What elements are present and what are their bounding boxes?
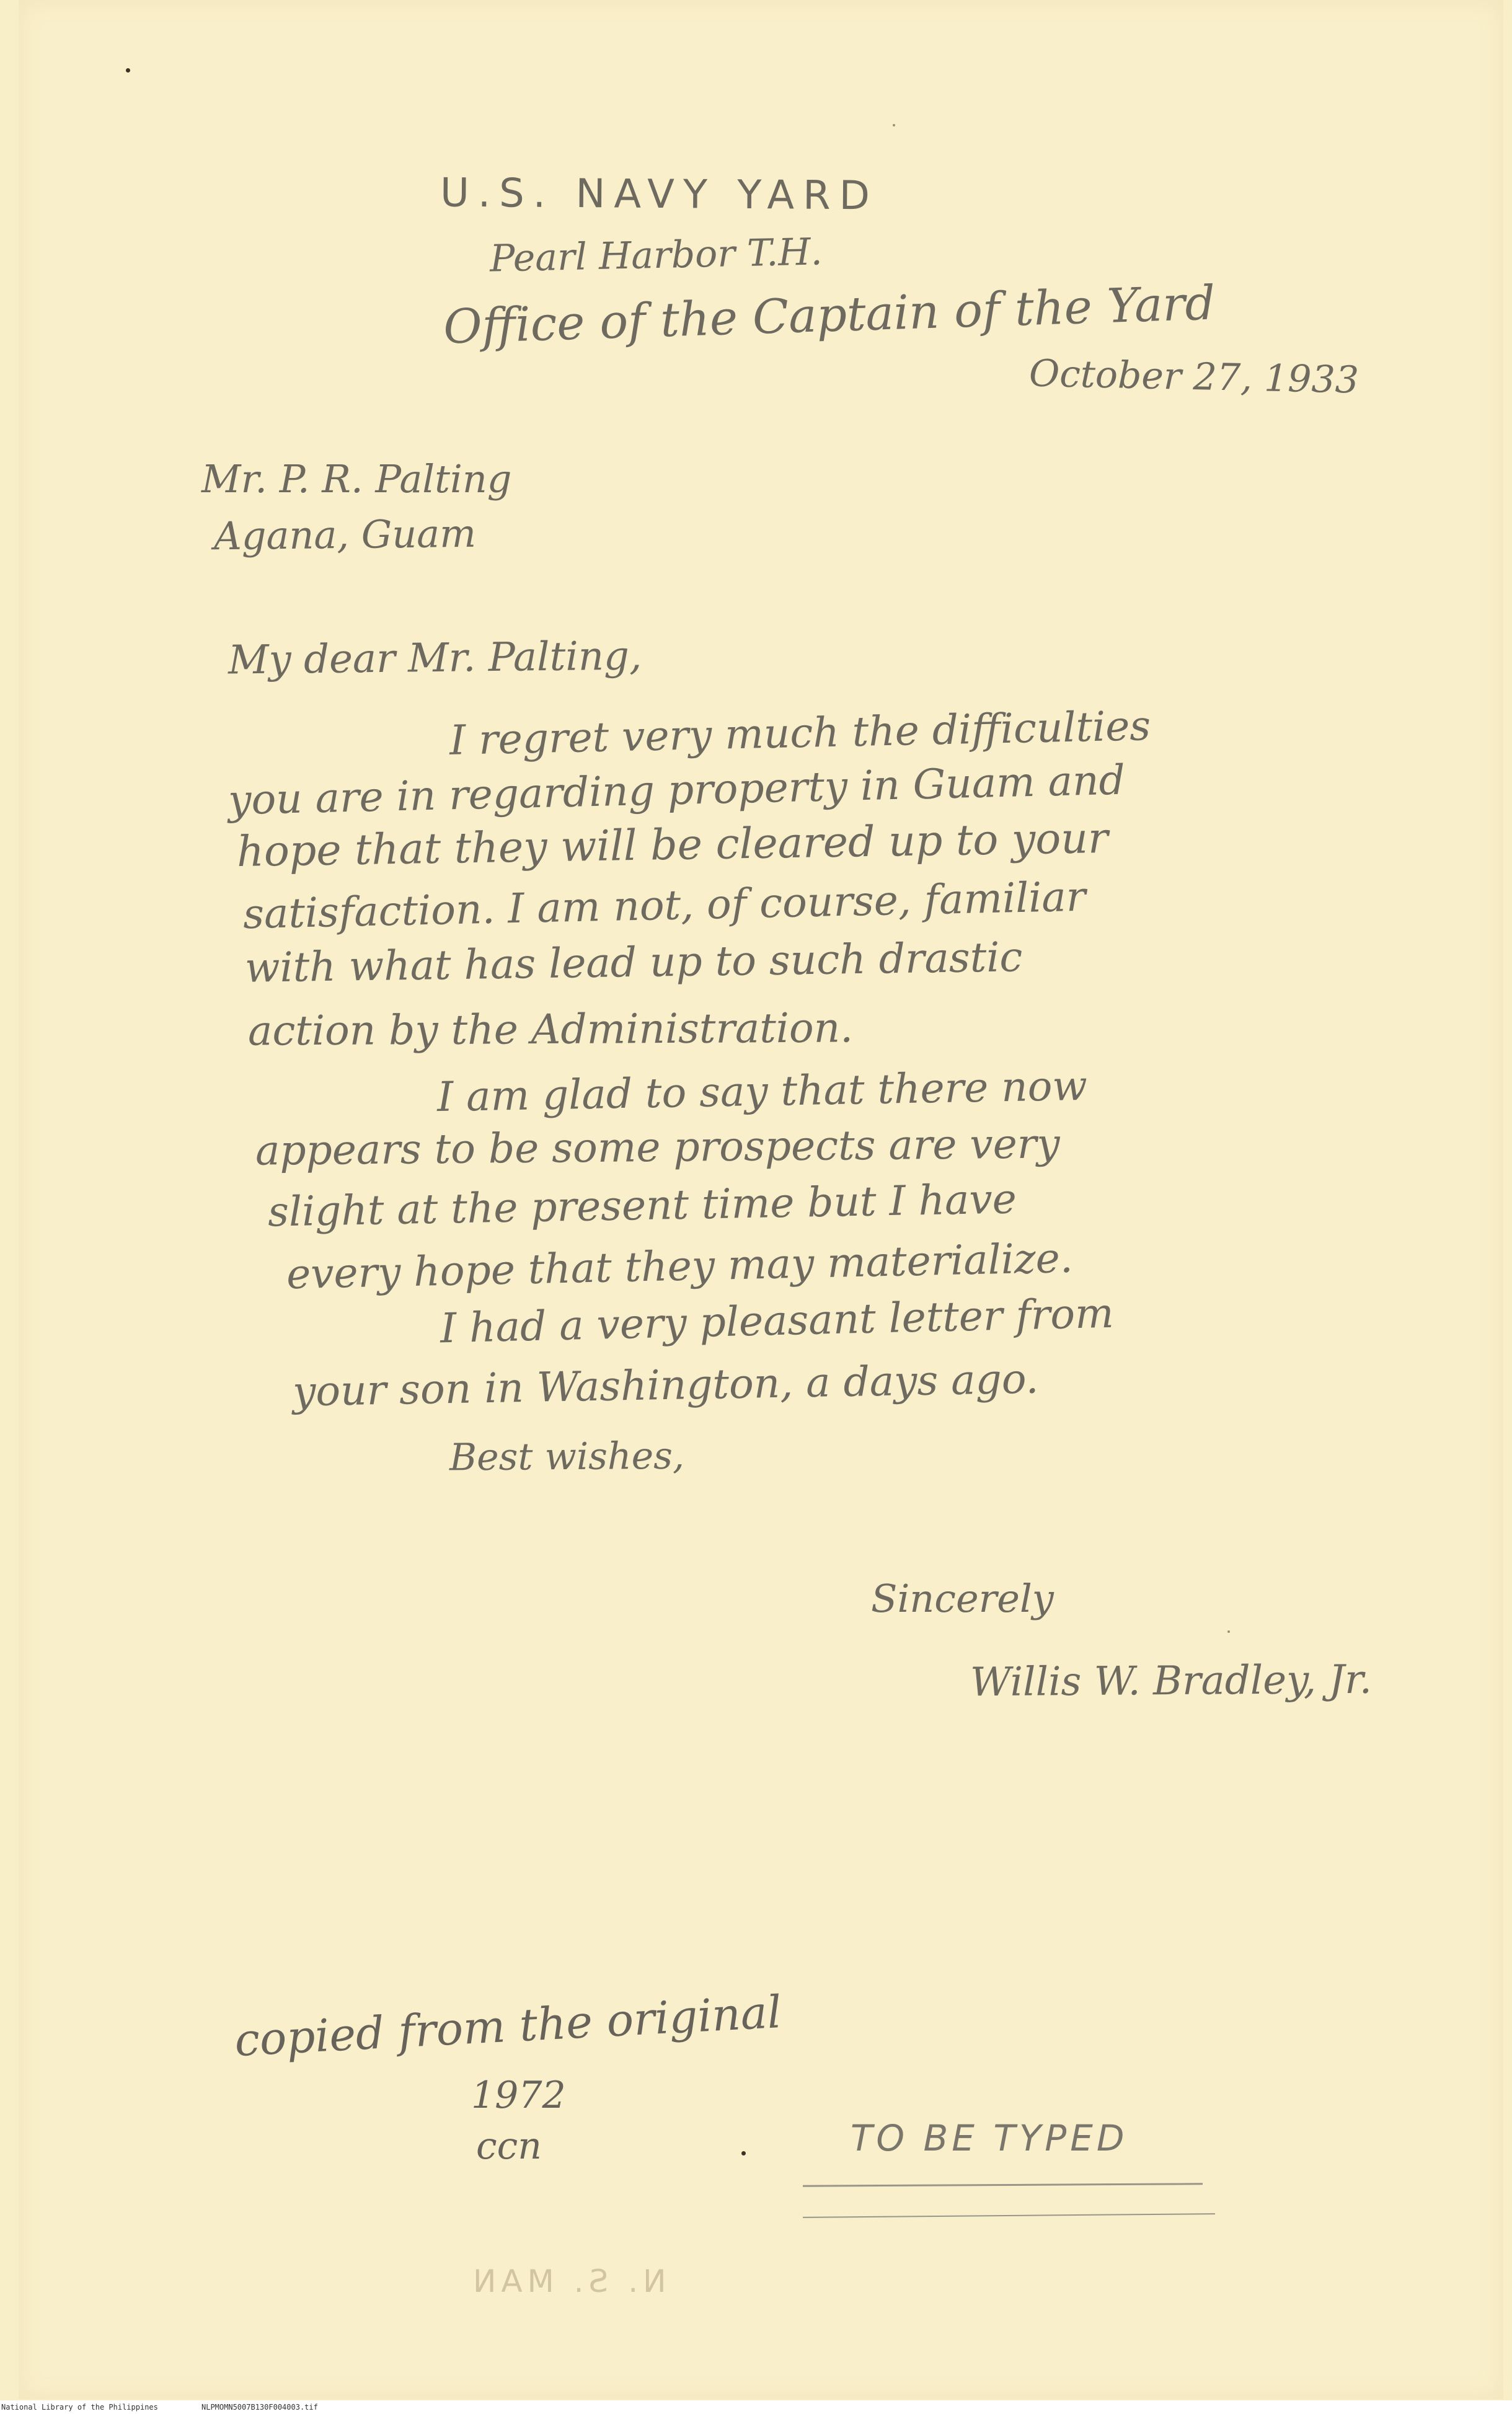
paper-speck [126, 68, 130, 73]
paper-speck [893, 124, 895, 126]
paper-speck [1227, 1630, 1230, 1633]
to-be-typed-note: TO BE TYPED [851, 2117, 1128, 2159]
scan-footer [0, 2400, 1512, 2414]
recipient-name: Mr. P. R. Palting [201, 456, 512, 502]
letter-date: October 27, 1933 [1028, 351, 1359, 402]
body-line: I had a very pleasant letter from [440, 1289, 1115, 1353]
body-line: you are in regarding property in Guam and [228, 756, 1126, 825]
body-line: action by the Administration. [247, 1004, 854, 1055]
copied-year: 1972 [471, 2074, 566, 2117]
body-line: your son in Washington, a days ago. [292, 1355, 1039, 1416]
footer-library: National Library of the Philippines [1, 2403, 158, 2412]
letterhead-org: U.S. NAVY YARD [440, 170, 879, 219]
ink-dot [741, 2151, 746, 2155]
body-line: satisfaction. I am not, of course, familiar [242, 872, 1087, 939]
body-line: with what has lead up to such drastic [244, 933, 1023, 992]
closing: Sincerely [871, 1576, 1054, 1621]
footer-file-id: NLPMOMN5007B130F004003.tif [201, 2403, 318, 2412]
letterhead-location: Pearl Harbor T.H. [489, 230, 823, 281]
salutation: My dear Mr. Palting, [228, 633, 642, 684]
body-line: I am glad to say that there now [436, 1061, 1088, 1121]
body-line: Best wishes, [449, 1434, 685, 1480]
body-line: I regret very much the difficulties [449, 702, 1151, 764]
copied-note: copied from the original [233, 1985, 783, 2067]
body-line: slight at the present time but I have [267, 1175, 1017, 1236]
body-line: every hope that they may materialize. [286, 1234, 1074, 1299]
signature: Willis W. Bradley, Jr. [970, 1656, 1373, 1706]
faded-mark: N. S. MAN [468, 2263, 666, 2299]
recipient-address: Agana, Guam [213, 510, 477, 559]
body-line: hope that they will be cleared up to your [236, 813, 1109, 877]
letterhead-office: Office of the Captain of the Yard [442, 275, 1216, 355]
copier-initials: ccn [476, 2124, 542, 2168]
body-line: appears to be some prospects are very [255, 1120, 1060, 1175]
